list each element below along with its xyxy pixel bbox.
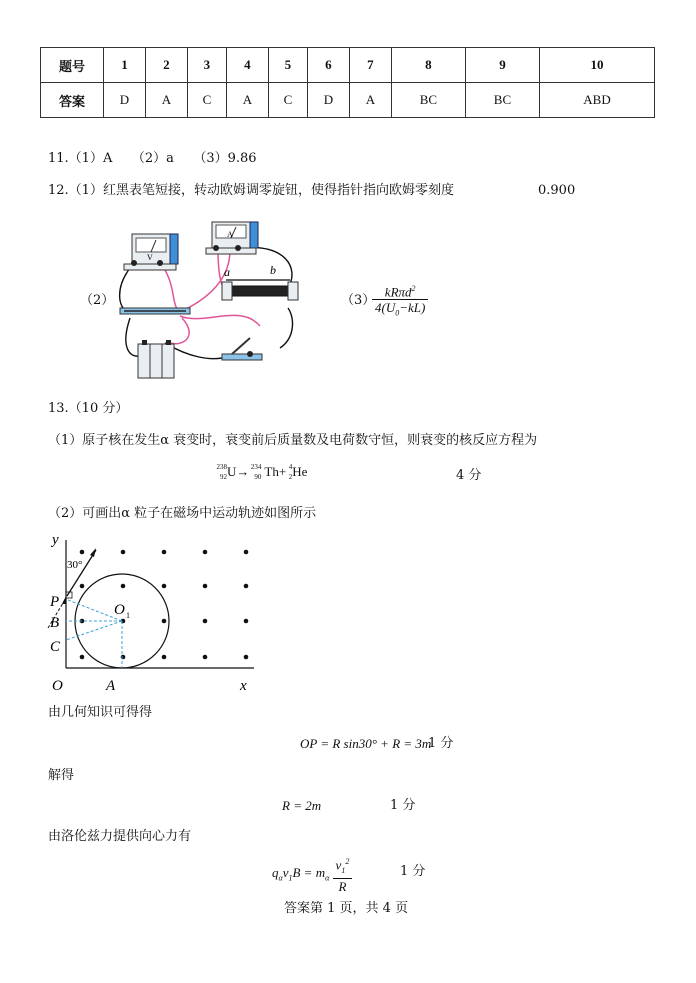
label-b: b [270, 263, 276, 277]
eq4-score: 1 分 [400, 864, 426, 879]
eq1-score: 4 分 [456, 468, 482, 483]
question-number: 7 [349, 48, 391, 83]
u-mass-number: 238 [216, 463, 227, 472]
page-footer: 答案第 1 页，共 4 页 [284, 901, 409, 916]
answer-cell: C [268, 83, 307, 118]
question-number: 4 [226, 48, 268, 83]
question-number: 5 [268, 48, 307, 83]
u-charge-number: 92 [220, 473, 227, 482]
q13-part2: （2）可画出α 粒子在磁场中运动轨迹如图所示 [48, 506, 317, 521]
eq4-num-v: v [335, 857, 342, 873]
q12-part1: 12.（1）红黑表笔短接，转动欧姆调零旋钮，使得指针指向欧姆零刻度 [48, 183, 454, 198]
answer-cell: A [145, 83, 187, 118]
voltmeter-label: V [147, 253, 153, 262]
eq4-q-sub: α [278, 873, 283, 883]
q12-part2-label: （2） [80, 293, 115, 308]
eq4-fraction [333, 854, 353, 894]
th-mass-number: 234 [250, 463, 262, 472]
lorentz-text: 由洛伦兹力提供向心力有 [48, 829, 192, 844]
formula-denominator: 4(U [375, 300, 396, 316]
answer-cell: D [104, 83, 146, 118]
solve-text: 解得 [48, 768, 75, 783]
eq4-b: B = m [292, 864, 326, 880]
nuclear-equation [215, 464, 307, 482]
point-b-label: B [50, 615, 60, 631]
equation-op: OP = R sin30° + R = 3m [300, 736, 432, 751]
eq4-v: v [282, 864, 289, 880]
q12-part1-value: 0.900 [538, 183, 576, 198]
q11-answer: 11.（1）A （2）a （3）9.86 [48, 151, 257, 166]
formula-numerator-exponent: 2 [411, 284, 416, 293]
answer-cell: ABD [540, 83, 655, 118]
rheostat-icon [222, 280, 298, 300]
th-charge-number: 90 [254, 473, 262, 482]
point-p-label: P [50, 594, 60, 610]
question-number: 1 [104, 48, 146, 83]
angle-label: 30° [67, 559, 83, 571]
geometry-text: 由几何知识可得得 [48, 705, 153, 720]
point-a-label: A [106, 678, 116, 693]
ammeter-label: A [227, 230, 233, 239]
he-charge-number: 2 [288, 473, 293, 482]
eq4-v-sub: 1 [288, 873, 293, 883]
answer-cell: BC [465, 83, 539, 118]
battery-icon [138, 340, 174, 378]
question-number: 2 [145, 48, 187, 83]
label-a: a [224, 265, 230, 279]
voltmeter-icon [124, 234, 178, 270]
question-number: 3 [187, 48, 226, 83]
eq4-num-sub: 1 [341, 865, 346, 875]
he-symbol: He [292, 464, 308, 479]
q12-part3-formula [372, 281, 428, 321]
magnetic-field-figure [40, 528, 265, 693]
switch-icon [222, 338, 262, 360]
answer-cell: C [187, 83, 226, 118]
he-mass-number: 4 [288, 463, 293, 472]
eq2-score: 1 分 [428, 736, 454, 751]
question-number: 6 [307, 48, 349, 83]
equation-lorentz [272, 854, 352, 894]
center-o1-label: O [114, 602, 125, 618]
q13-title: 13.（10 分） [48, 401, 129, 416]
question-number: 8 [391, 48, 465, 83]
answer-cell: A [226, 83, 268, 118]
answer-cell: D [307, 83, 349, 118]
circuit-diagram [110, 208, 305, 383]
question-number: 9 [465, 48, 539, 83]
row-label-number: 题号 [41, 48, 104, 83]
formula-denominator-rest: −kL) [399, 300, 426, 316]
answer-table [40, 47, 655, 118]
eq4-m-sub: α [325, 873, 330, 883]
y-axis-label: y [52, 532, 59, 548]
u-symbol: U [227, 464, 237, 479]
x-axis-label: x [240, 678, 247, 693]
equation-r: R = 2m [282, 798, 322, 813]
answer-table-header-row [41, 48, 655, 83]
formula-numerator: kRπd [384, 284, 412, 300]
point-c-label: C [50, 639, 61, 655]
eq4-den: R [338, 878, 347, 894]
eq4-q: q [272, 864, 279, 880]
formula-denominator-subscript: 0 [395, 308, 400, 318]
th-symbol: Th+ [264, 464, 287, 479]
eq3-score: 1 分 [390, 798, 416, 813]
row-label-answer: 答案 [41, 83, 104, 118]
reaction-arrow: → [236, 464, 250, 479]
q13-part1: （1）原子核在发生α 衰变时，衰变前后质量数及电荷数守恒，则衰变的核反应方程为 [48, 433, 538, 448]
q12-part3-label: （3） [341, 293, 376, 308]
answer-cell: BC [391, 83, 465, 118]
center-o1-subscript: 1 [126, 611, 130, 620]
question-number: 10 [540, 48, 655, 83]
origin-label: O [52, 678, 63, 693]
eq4-num-sup: 2 [345, 857, 350, 866]
answer-cell: A [349, 83, 391, 118]
formula-fraction [372, 281, 428, 321]
resistance-wire-board-icon [120, 308, 190, 314]
answer-table-answer-row [41, 83, 655, 118]
